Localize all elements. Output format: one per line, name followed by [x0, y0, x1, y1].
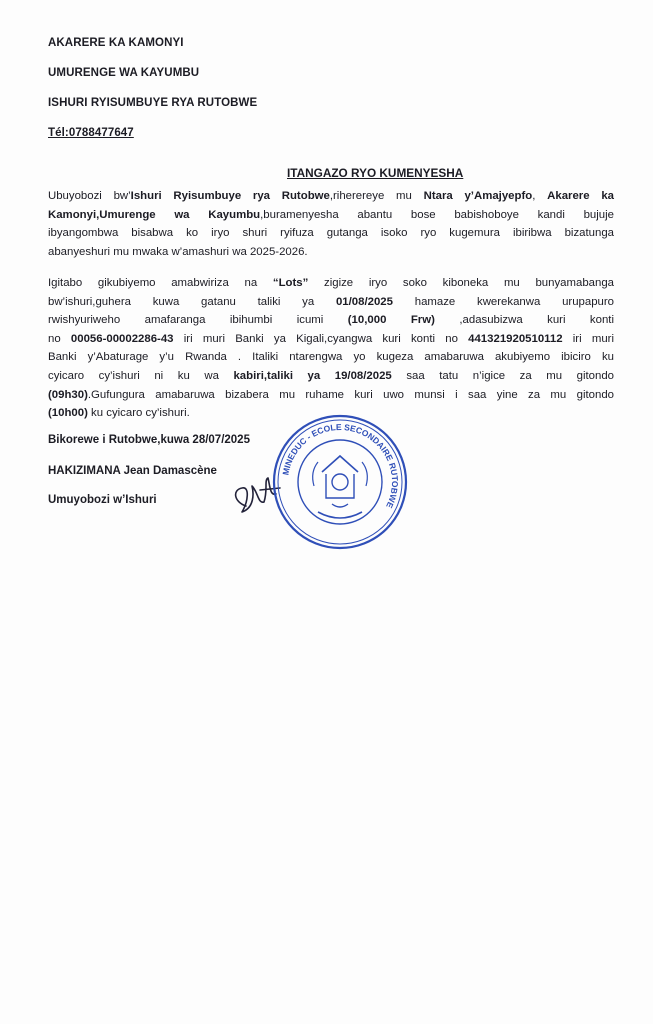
paragraph-line: cyicaro cy’ishuri ni ku wa kabiri,taliki ya 19/08/2025 saa tatu n’igice za mu gitondo [48, 369, 614, 382]
paragraph-line: abanyeshuri mu mwaka w’amashuri wa 2025-2026. [48, 245, 308, 258]
place-and-date: Bikorewe i Rutobwe,kuwa 28/07/2025 [48, 434, 250, 446]
paragraph-line: rwishyuriweho amafaranga ibihumbi icumi (10,000 Frw) ,adasubizwa kuri konti [48, 314, 614, 327]
paragraph-line: (09h30).Gufungura amabaruwa bizabera mu ruhame kuri uwo munsi i saa yine za mu gitondo [48, 388, 614, 401]
signatory-role: Umuyobozi w’Ishuri [48, 494, 157, 506]
paragraph-line: bw’ishuri,guhera kuwa gatanu taliki ya 01/08/2025 hamaze kwerekanwa urupapuro [48, 295, 615, 308]
paragraph-line: Ubuyobozi bw’Ishuri Ryisumbuye rya Rutobwe,riherereye mu Ntara y’Amajyepfo, Akarere ka [48, 190, 614, 202]
sector-header: UMURENGE WA KAYUMBU [48, 67, 200, 79]
svg-text:MINEDUC - ECOLE SECONDAIRE RUT: MINEDUC - ECOLE SECONDAIRE RUTOBWE [280, 421, 401, 510]
phone-header: Tél:0788477647 [48, 127, 134, 139]
paragraph-line: Banki y’Abaturage y’u Rwanda . Italiki ntarengwa yo kugeza amabaruwa akubiyemo ibiciro ku [48, 351, 614, 364]
paragraph-announcement [48, 187, 614, 261]
school-seal-stamp [270, 412, 410, 552]
paragraph-line: Kamonyi,Umurenge wa Kayumbu,buramenyesha abantu bose babishoboye kandi bujuje [48, 208, 614, 221]
paragraph-line: Igitabo gikubiyemo amabwiriza na “Lots” zigize iryo soko kiboneka mu bunyamabanga [48, 277, 615, 289]
paragraph-line: no 00056-00002286-43 iri muri Banki ya Kigali,cyangwa kuri konti no 441321920510112 iri muri [48, 332, 614, 345]
paragraph-line: ibyangombwa bisabwa ko iryo shuri ryifuza gutanga isoko ryo kugemura ibiribwa bizatunga [48, 227, 614, 240]
district-header: AKARERE KA KAMONYI [48, 37, 184, 49]
signatory-name: HAKIZIMANA Jean Damascène [48, 465, 217, 477]
school-header: ISHURI RYISUMBUYE RYA RUTOBWE [48, 97, 258, 109]
paragraph-line: (10h00) ku cyicaro cy’ishuri. [48, 407, 190, 420]
document-title: ITANGAZO RYO KUMENYESHA [287, 166, 464, 180]
paragraph-instructions [48, 274, 614, 423]
